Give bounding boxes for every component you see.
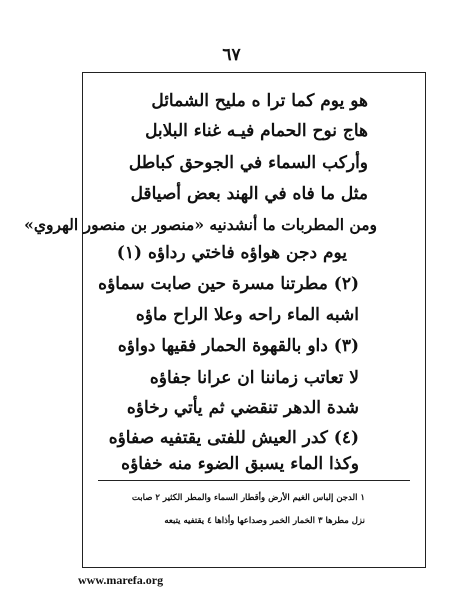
verse-line: لا تعاتب زماننا ان عرانا جفاؤه (149, 368, 359, 388)
site-url: www.marefa.org (78, 573, 164, 587)
verse-line: (٤) كدر العيش للفتى يقتفيه صفاؤه (108, 428, 359, 448)
verse-line: هو يوم كما ترا ه مليح الشمائل (151, 91, 368, 111)
page-number: ٦٧ (222, 45, 241, 65)
footnote-line: نزل مطرها ٣ الخمار الخمر وصداعها وأذاها ٤ يقتفيه يتبعه (164, 516, 365, 526)
footnote-line: ١ الدجن إلباس الغيم الأرض وأقطار السماء والمطر الكثير ٢ صابت (131, 493, 365, 503)
verse-line: (٢) مطرتنا مسرة حين صابت سماؤه (98, 274, 359, 294)
verse-line: مثل ما فاه في الهند بعض أصياقل (130, 184, 368, 204)
verse-line: (٣) داو بالقهوة الحمار فقيها دواؤه (117, 336, 359, 356)
verse-line: هاج نوح الحمام فيـه غناء البلابل (145, 121, 368, 141)
verse-line: اشبه الماء راحه وعلا الراح ماؤه (135, 305, 359, 325)
prose-line: ومن المطربات ما أنشدنيه «منصور بن منصور الهروي» (24, 215, 377, 234)
footnote-divider (98, 480, 410, 481)
verse-line: يوم دجن هواؤه فاختي رداؤه (١) (116, 243, 347, 263)
verse-line: شدة الدهر تنقضي ثم يأتي رخاؤه (126, 398, 359, 418)
verse-line: وأركب السماء في الجوحق كباطل (128, 153, 368, 173)
verse-line: وكذا الماء يسبق الضوء منه خفاؤه (121, 454, 359, 474)
